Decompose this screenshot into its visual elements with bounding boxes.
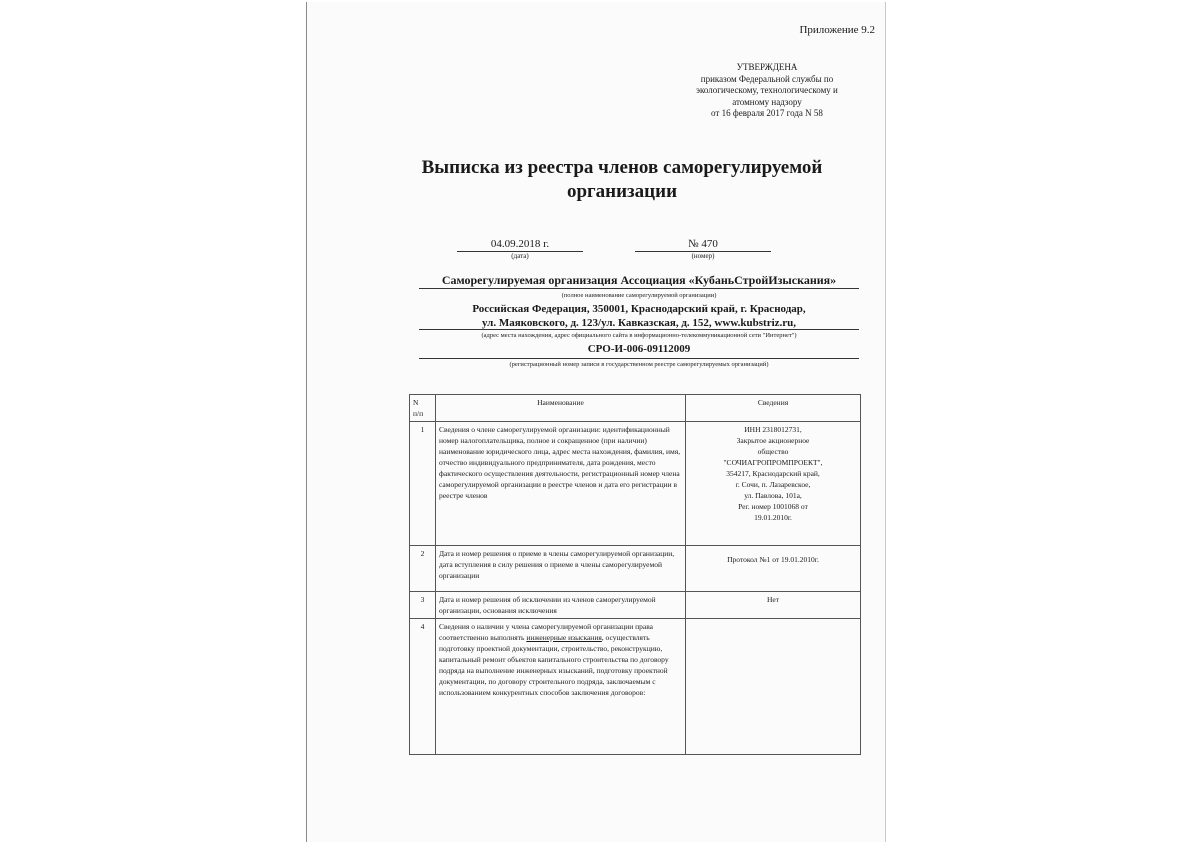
table-row bbox=[410, 592, 861, 619]
org-address bbox=[419, 303, 859, 330]
member-reg-date: 19.01.2010г. bbox=[754, 513, 792, 522]
number-field bbox=[635, 238, 771, 260]
row-value bbox=[686, 422, 861, 546]
approval-line: экологическому, технологическому и bbox=[696, 85, 838, 95]
header-num bbox=[410, 395, 436, 422]
member-reg: Рег. номер 1001068 от bbox=[738, 502, 808, 511]
address-line: ул. Маяковского, д. 123/ул. Кавказская, д. 152, www.kubstriz.ru, bbox=[481, 316, 797, 329]
address-underline bbox=[419, 329, 859, 330]
row-name-part: , осуществлять подготовку проектной документации, строительство, реконструкцию, капитальный ремонт объектов капитального строительства по договору подряда на выполнение инженерных изысканий, подготовку проектной документации, по договору строительного подряда, заключаемым с использованием конкурентных способов заключения договоров: bbox=[439, 633, 669, 697]
date-caption: (дата) bbox=[511, 252, 529, 260]
date-value: 04.09.2018 г. bbox=[457, 238, 583, 252]
member-inn: ИНН 2318012731, bbox=[744, 425, 802, 434]
member-form: Закрытое акционерное bbox=[736, 436, 810, 445]
org-name-caption: (полное наименование саморегулируемой организации) bbox=[561, 292, 717, 299]
registry-table bbox=[409, 394, 861, 755]
row-value bbox=[686, 619, 861, 755]
member-address: ул. Павлова, 101а, bbox=[744, 491, 802, 500]
member-name: "СОЧИАГРОПРОМПРОЕКТ", bbox=[723, 458, 823, 467]
approval-heading: УТВЕРЖДЕНА bbox=[736, 62, 798, 72]
table-row bbox=[410, 546, 861, 592]
header-info: Сведения bbox=[686, 395, 861, 422]
header-name: Наименование bbox=[436, 395, 686, 422]
date-field bbox=[457, 238, 583, 260]
approval-block bbox=[667, 62, 867, 120]
document-title bbox=[397, 156, 847, 204]
member-address: г. Сочи, п. Лазаревское, bbox=[735, 480, 811, 489]
title-line: Выписка из реестра членов саморегулируемой bbox=[421, 157, 823, 178]
table-header-row bbox=[410, 395, 861, 422]
row-value: Нет bbox=[686, 592, 861, 619]
number-value: № 470 bbox=[635, 238, 771, 252]
header-num-n: N bbox=[413, 398, 419, 407]
document-page bbox=[306, 2, 886, 842]
table-row bbox=[410, 422, 861, 546]
reg-number-underline bbox=[419, 358, 859, 359]
header-num-pp: п/п bbox=[413, 409, 424, 418]
org-name-underline bbox=[419, 288, 859, 289]
row-num: 3 bbox=[410, 592, 436, 619]
number-caption: (номер) bbox=[691, 252, 715, 260]
approval-line: от 16 февраля 2017 года N 58 bbox=[711, 108, 823, 118]
reg-number: СРО-И-006-09112009 bbox=[587, 343, 691, 355]
row-name: Дата и номер решения об исключении из членов саморегулируемой организации, основания исключения bbox=[436, 592, 686, 619]
org-name: Саморегулируемая организация Ассоциация «КубаньСтройИзыскания» bbox=[441, 273, 837, 287]
title-line: организации bbox=[566, 181, 678, 202]
member-address: 354217, Краснодарский край, bbox=[726, 469, 820, 478]
approval-line: атомному надзору bbox=[732, 96, 802, 107]
row-name: Сведения о члене саморегулируемой организации: идентификационный номер налогоплательщика, полное и сокращенное (при наличии) наименование юридического лица, адрес места нахождения, фамилия, имя, отчество индивидуального предпринимателя, дата рождения, место фактического осуществления деятельности, регистрационный номер члена саморегулируемой организации в реестре членов и дата его регистрации в реестре членов bbox=[436, 422, 686, 546]
row-num: 4 bbox=[410, 619, 436, 755]
approval-line: приказом Федеральной службы по bbox=[700, 73, 834, 84]
row-value: Протокол №1 от 19.01.2010г. bbox=[686, 546, 861, 592]
address-caption: (адрес места нахождения, адрес официального сайта в информационно-телекоммуникационной сети "Интернет") bbox=[481, 332, 797, 339]
address-line: Российская Федерация, 350001, Краснодарский край, г. Краснодар, bbox=[472, 303, 806, 315]
row-name-underlined: инженерные изыскания bbox=[526, 633, 602, 642]
table-row bbox=[410, 619, 861, 755]
reg-number-caption: (регистрационный номер записи в государственном реестре саморегулируемых организаций) bbox=[509, 361, 769, 368]
row-name: Дата и номер решения о приеме в члены саморегулируемой организации, дата вступления в силу решения о приеме в члены саморегулируемой организации bbox=[436, 546, 686, 592]
row-name bbox=[436, 619, 686, 755]
row-num: 2 bbox=[410, 546, 436, 592]
row-name-part: Сведения о наличии у члена саморегулируемой организации права соответственно выполнять bbox=[439, 622, 653, 642]
member-form: общество bbox=[757, 447, 789, 456]
row-num: 1 bbox=[410, 422, 436, 546]
appendix-label: Приложение 9.2 bbox=[799, 24, 875, 36]
